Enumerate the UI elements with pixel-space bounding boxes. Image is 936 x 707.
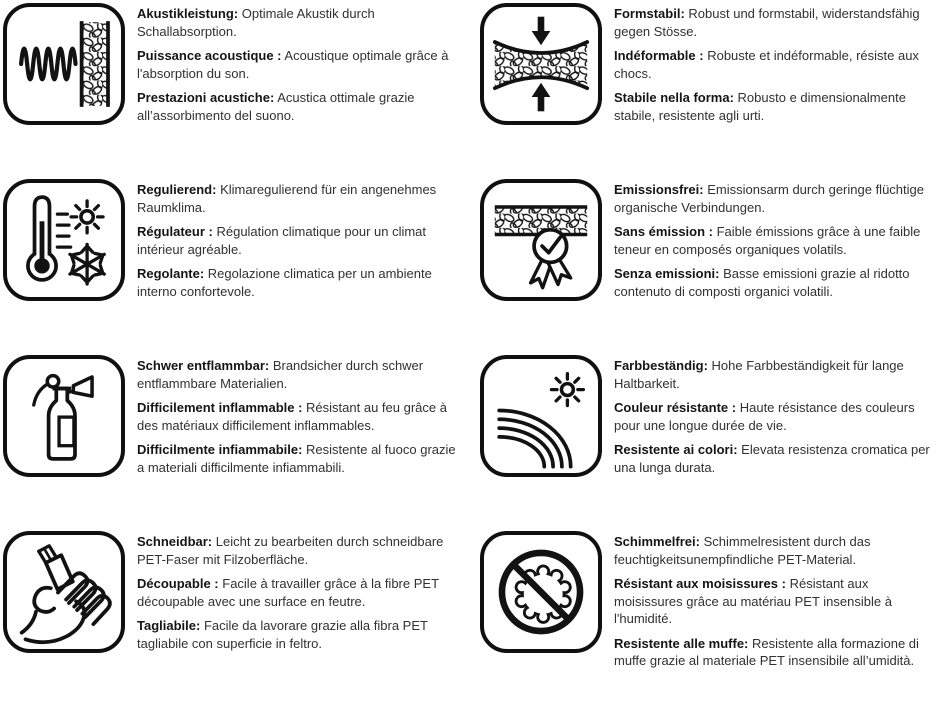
feature-desc-de: Brandsicher durch schwer entflammbare Materialien.	[137, 358, 424, 391]
feature-paragraph-de	[614, 181, 930, 216]
feature-paragraph-it	[137, 265, 463, 300]
feature-paragraph-de	[614, 357, 930, 392]
rainbow-sun-icon	[480, 355, 602, 477]
feature-label-de: Schwer entflammbar:	[137, 358, 270, 373]
feature-paragraph-it	[614, 441, 930, 476]
feature-desc-it: Acustica ottimale grazie all’assorbimento del suono.	[137, 90, 415, 123]
feature-desc-fr: Régulation climatique pour un climat intérieur agréable.	[137, 224, 427, 257]
low-emission-badge-icon	[480, 179, 602, 301]
hand-cutter-icon-svg	[9, 537, 119, 647]
feature-flame-retardant	[3, 355, 467, 531]
feature-paragraph-it	[614, 265, 930, 300]
feature-label-fr: Puissance acoustique :	[137, 48, 282, 63]
sun-icon	[551, 374, 583, 406]
feature-desc-de: Emissionsarm durch geringe flüchtige organische Verbindungen.	[614, 182, 924, 215]
no-mold-icon	[480, 531, 602, 653]
feature-mold-free	[480, 531, 932, 707]
snowflake-icon	[69, 244, 106, 284]
feature-label-fr: Régulateur :	[137, 224, 213, 239]
feature-paragraph-fr	[614, 47, 930, 82]
thermometer-climate-icon	[3, 179, 125, 301]
feature-paragraph-fr	[137, 223, 463, 258]
feature-label-de: Schimmelfrei:	[614, 534, 700, 549]
feature-desc-it: Basse emissioni grazie al ridotto contenuto di composti organici volatili.	[614, 266, 910, 299]
feature-paragraph-de	[137, 533, 463, 568]
feature-dimensional-stability	[480, 3, 932, 179]
feature-paragraph-fr	[137, 47, 463, 82]
feature-label-fr: Couleur résistante :	[614, 400, 737, 415]
sound-absorption-icon-svg	[9, 9, 119, 119]
feature-text-block	[614, 531, 930, 677]
feature-text-block	[137, 531, 463, 659]
feature-desc-de: Klimaregulierend für ein angenehmes Raumklima.	[137, 182, 437, 215]
feature-text-block	[137, 179, 463, 307]
feature-desc-it: Regolazione climatica per un ambiente interno confortevole.	[137, 266, 432, 299]
rainbow-sun-icon-svg	[486, 361, 596, 471]
feature-desc-it: Facile da lavorare grazie alla fibra PET tagliabile con superficie in feltro.	[137, 618, 428, 651]
feature-label-de: Schneidbar:	[137, 534, 213, 549]
rainbow-arcs	[499, 411, 571, 467]
feature-desc-fr: Résistant au feu grâce à des matériaux difficilement inflammables.	[137, 400, 447, 433]
feature-desc-fr: Acoustique optimale grâce à l'absorption du son.	[137, 48, 449, 81]
feature-paragraph-fr	[614, 223, 930, 258]
sun-icon	[71, 201, 103, 233]
feature-paragraph-fr	[614, 399, 930, 434]
feature-label-de: Farbbeständig:	[614, 358, 708, 373]
compression-arrows-icon	[480, 3, 602, 125]
no-mold-icon-svg	[486, 537, 596, 647]
feature-label-fr: Découpable :	[137, 576, 219, 591]
feature-desc-fr: Robuste et indéformable, résiste aux chocs.	[614, 48, 919, 81]
feature-desc-de: Optimale Akustik durch Schallabsorption.	[137, 6, 375, 39]
feature-label-fr: Indéformable :	[614, 48, 704, 63]
feature-desc-de: Robust und formstabil, widerstandsfähig gegen Stösse.	[614, 6, 920, 39]
feature-desc-fr: Facile à travailler grâce à la fibre PET découpable avec une surface en feutre.	[137, 576, 439, 609]
feature-desc-de: Leicht zu bearbeiten durch schneidbare PET-Faser mit Filzoberfläche.	[137, 534, 444, 567]
feature-label-de: Regulierend:	[137, 182, 217, 197]
wrist	[22, 612, 36, 633]
feature-label-it: Senza emissioni:	[614, 266, 720, 281]
feature-text-block	[137, 3, 463, 131]
feature-label-it: Difficilmente infiammabile:	[137, 442, 303, 457]
feature-desc-it: Elevata resistenza cromatica per una lunga durata.	[614, 442, 930, 475]
feature-emission-free	[480, 179, 932, 355]
compression-arrows-icon-svg	[486, 9, 596, 119]
feature-label-it: Prestazioni acustiche:	[137, 90, 275, 105]
feature-desc-de: Hohe Farbbeständigkeit für lange Haltbarkeit.	[614, 358, 904, 391]
feature-paragraph-fr	[137, 575, 463, 610]
feature-desc-fr: Haute résistance des couleurs pour une longue durée de vie.	[614, 400, 915, 433]
feature-label-it: Stabile nella forma:	[614, 90, 734, 105]
feature-paragraph-de	[614, 5, 930, 40]
feature-label-fr: Sans émission :	[614, 224, 713, 239]
feature-cuttable	[3, 531, 467, 707]
feature-label-it: Resistente ai colori:	[614, 442, 738, 457]
feature-desc-de: Schimmelresistent durch das feuchtigkeitsunempfindliche PET-Material.	[614, 534, 871, 567]
feature-label-de: Formstabil:	[614, 6, 685, 21]
feature-paragraph-fr	[614, 575, 930, 628]
feature-paragraph-de	[614, 533, 930, 568]
feature-text-block	[614, 3, 930, 131]
fire-extinguisher-icon-svg	[9, 361, 119, 471]
thermometer-climate-icon-svg	[9, 185, 119, 295]
feature-desc-fr: Faible émissions grâce à une faible teneur en composés organiques volatils.	[614, 224, 921, 257]
feature-climate-regulating	[3, 179, 467, 355]
feature-label-de: Emissionsfrei:	[614, 182, 704, 197]
feature-paragraph-it	[614, 635, 930, 670]
sound-absorption-icon	[3, 3, 125, 125]
feature-text-block	[614, 179, 930, 307]
feature-paragraph-de	[137, 357, 463, 392]
feature-paragraph-de	[137, 5, 463, 40]
feature-label-it: Regolante:	[137, 266, 205, 281]
feature-text-block	[137, 355, 463, 483]
feature-desc-it: Robusto e dimensionalmente stabile, resistente agli urti.	[614, 90, 906, 123]
feature-desc-it: Resistente alla formazione di muffe grazie al materiale PET insensibile all’umidità.	[614, 635, 919, 668]
feature-acoustic-performance	[3, 3, 467, 179]
feature-color-fast	[480, 355, 932, 531]
feature-label-de: Akustikleistung:	[137, 6, 239, 21]
feature-paragraph-it	[614, 89, 930, 124]
fire-extinguisher-icon	[3, 355, 125, 477]
feature-desc-it: Resistente al fuoco grazie a materiali difficilmente infiammabili.	[137, 442, 456, 475]
feature-paragraph-de	[137, 181, 463, 216]
feature-text-block	[614, 355, 930, 483]
low-emission-badge-icon-svg	[486, 185, 596, 295]
feature-paragraph-it	[137, 617, 463, 652]
feature-label-fr: Difficilement inflammable :	[137, 400, 303, 415]
feature-label-fr: Résistant aux moisissures :	[614, 576, 786, 591]
feature-paragraph-it	[137, 89, 463, 124]
thumb	[34, 588, 54, 612]
feature-label-it: Tagliabile:	[137, 618, 201, 633]
hand-cutter-icon	[3, 531, 125, 653]
feature-paragraph-it	[137, 441, 463, 476]
feature-desc-fr: Résistant aux moisissures grâce au matériau PET insensible à l'humidité.	[614, 576, 892, 626]
feature-paragraph-fr	[137, 399, 463, 434]
thermometer-ticks	[57, 214, 70, 247]
feature-label-it: Resistente alle muffe:	[614, 635, 749, 651]
